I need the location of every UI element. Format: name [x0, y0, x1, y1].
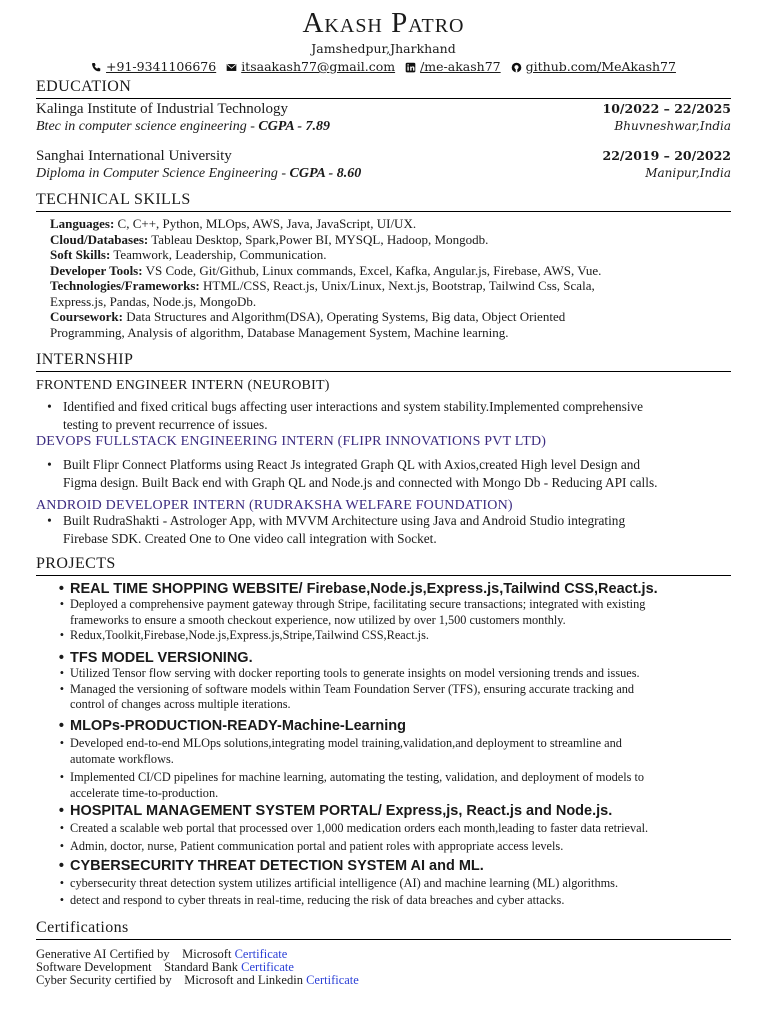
cgpa: CGPA - 8.60: [289, 166, 362, 181]
projects-title: PROJECTS: [36, 554, 731, 576]
certifications-list: [36, 948, 731, 987]
skill-soft: Soft Skills: Teamwork, Leadership, Communication.: [50, 247, 327, 262]
github-contact[interactable]: [511, 59, 676, 75]
project-bullets: • Created a scalable web portal that processed over 1,000 medication orders each month,leading to faster data retrieval.: [59, 821, 649, 835]
project-title: CYBERSECURITY THREAT DETECTION SYSTEM AI and ML.: [70, 858, 484, 874]
internship-section: [36, 350, 731, 372]
skills-title: TECHNICAL SKILLS: [36, 190, 731, 212]
email-icon: [226, 62, 237, 73]
skill-devtools: Developer Tools: VS Code, Git/Github, Linux commands, Excel, Kafka, Angular.js, Firebase, AWS, Vue.: [50, 262, 602, 278]
skills-section: [36, 190, 731, 212]
project-item: • CYBERSECURITY THREAT DETECTION SYSTEM AI and ML.: [58, 858, 484, 874]
internship-item: [36, 377, 731, 395]
phone-number[interactable]: +91-9341106676: [106, 59, 217, 74]
certifications-title: Certifications: [36, 918, 731, 940]
location: Jamshedpur,Jharkhand: [311, 41, 456, 56]
project-item: • MLOPs-PRODUCTION-READY-Machine-Learning: [58, 718, 406, 734]
linkedin-contact[interactable]: [405, 59, 501, 75]
education-entry: [36, 147, 731, 183]
cert-row: Software Development Standard Bank Certificate: [36, 960, 294, 974]
intern-role: FRONTEND ENGINEER INTERN (NEUROBIT): [36, 378, 330, 393]
project-item: • REAL TIME SHOPPING WEBSITE/ Firebase,Node.js,Express.js,Tailwind CSS,React.js.: [58, 581, 658, 597]
project-bullets: • cybersecurity threat detection system utilizes artificial intelligence (AI) and machine learning (ML) algorithms.: [59, 876, 619, 890]
internship-item: [36, 433, 731, 451]
github-link[interactable]: github.com/MeAkash77: [525, 59, 676, 74]
skill-course: Coursework: Data Structures and Algorithm(DSA), Operating Systems, Big data, Object Oriented: [50, 309, 566, 324]
skill-tech-cont: Express.js, Pandas, Node.js, MongoDb.: [50, 293, 257, 309]
project-title: REAL TIME SHOPPING WEBSITE/ Firebase,Node.js,Express.js,Tailwind CSS,React.js.: [70, 581, 658, 597]
linkedin-icon: [405, 62, 416, 73]
education-entry: [36, 100, 731, 136]
intern-role: ANDROID DEVELOPER INTERN (RUDRAKSHA WELFARE FOUNDATION): [36, 498, 513, 513]
github-icon: [511, 62, 522, 73]
skill-tech: Technologies/Frameworks: HTML/CSS, React.js, Unix/Linux, Next.js, Bootstrap, Tailwind Css, Scala,: [50, 278, 595, 293]
phone-contact[interactable]: [91, 59, 216, 75]
edu-location: Bhuvneshwar,India: [614, 119, 731, 133]
intern-bullet: • Built Flipr Connect Platforms using React Js integrated Graph QL with Axios,created High level Design and Figma design. Built Back end with Graph QL and Node.js and connected with Mongo Db - Reducing API calls.: [47, 457, 658, 490]
degree: Btec in computer science engineering - CGPA - 7.89: [36, 119, 331, 134]
project-item: • HOSPITAL MANAGEMENT SYSTEM PORTAL/ Express,js, React.js and Node.js.: [58, 803, 613, 819]
header: [36, 2, 731, 75]
cert-row: Generative AI Certified by Microsoft Certificate: [36, 947, 288, 961]
intern-bullet: • Built RudraShakti - Astrologer App, with MVVM Architecture using Java and Android Studio integrating Firebase SDK. Created One to One video call integration with Socket.: [47, 513, 626, 546]
skill-cloud: Cloud/Databases: Tableau Desktop, Spark,Power BI, MYSQL, Hadoop, Mongodb.: [50, 231, 489, 247]
project-bullets: • Developed end-to-end MLOps solutions,integrating model training,validation,and deployment to streamline and automate workflows.: [59, 736, 622, 766]
edu-dates: 10/2022 – 22/2025: [602, 101, 731, 116]
education-section: [36, 77, 731, 99]
project-title: MLOPs-PRODUCTION-READY-Machine-Learning: [70, 718, 406, 734]
project-bullets: • Utilized Tensor flow serving with docker reporting tools to generate insights on model versioning trends and issues. • Managed the versioning of software models within Team Foundation Server (TFS), ensuring accurate tracking and control of changes across multiple iterations.: [59, 666, 640, 711]
cgpa: CGPA - 7.89: [258, 119, 331, 134]
project-item: • TFS MODEL VERSIONING.: [58, 650, 253, 666]
skill-languages: Languages: C, C++, Python, MLOps, AWS, Java, JavaScript, UI/UX.: [50, 216, 417, 231]
edu-location: Manipur,India: [645, 166, 731, 180]
institution-name: Sanghai International University: [36, 148, 232, 164]
person-name: Akash Patro: [302, 7, 465, 39]
project-bullets: • detect and respond to cyber threats in real-time, reducing the risk of data breaches and cyber attacks.: [59, 893, 565, 907]
certificate-link[interactable]: Certificate: [241, 960, 294, 974]
certificate-link[interactable]: Certificate: [306, 973, 359, 987]
project-title: TFS MODEL VERSIONING.: [70, 650, 253, 666]
project-bullets: • Admin, doctor, nurse, Patient communication portal and patient roles with appropriate access levels.: [59, 839, 564, 853]
project-bullets: • Implemented CI/CD pipelines for machine learning, automating the testing, validation, and deployment of models to accelerate time-to-production.: [59, 770, 645, 800]
edu-dates: 22/2019 – 20/2022: [602, 148, 731, 163]
institution-name: Kalinga Institute of Industrial Technology: [36, 101, 288, 117]
skills-list: [50, 216, 731, 340]
linkedin-handle[interactable]: /me-akash77: [420, 59, 501, 74]
projects-section: [36, 554, 731, 576]
project-bullets: • Deployed a comprehensive payment gateway through Stripe, facilitating secure transactions; integrated with existing frameworks to ensure a smooth checkout experience, now utilized by over 1,500 customers monthly. • Redux,Toolkit,Firebase,Node.js,Express.js,Stripe,Tailwind CSS,React.js.: [59, 597, 646, 642]
project-title: HOSPITAL MANAGEMENT SYSTEM PORTAL/ Express,js, React.js and Node.js.: [70, 803, 613, 819]
certifications-section: [36, 918, 731, 940]
intern-bullet: • Identified and fixed critical bugs affecting user interactions and system stability.Implemented comprehensive testing to prevent recurrence of issues.: [47, 399, 644, 432]
email-contact[interactable]: [226, 59, 395, 75]
email-address[interactable]: itsaakash77@gmail.com: [241, 59, 396, 74]
education-title: EDUCATION: [36, 77, 731, 99]
skill-course-cont: Programming, Analysis of algorithm, Database Management System, Machine learning.: [50, 324, 509, 340]
certificate-link[interactable]: Certificate: [234, 947, 288, 961]
internship-title: INTERNSHIP: [36, 350, 731, 372]
degree: Diploma in Computer Science Engineering - CGPA - 8.60: [36, 166, 362, 181]
cert-row: Cyber Security certified by Microsoft and Linkedin Certificate: [36, 973, 359, 987]
contact-bar: [36, 59, 731, 75]
intern-role: DEVOPS FULLSTACK ENGINEERING INTERN (FLIPR INNOVATIONS PVT LTD): [36, 434, 547, 449]
phone-icon: [91, 62, 102, 73]
